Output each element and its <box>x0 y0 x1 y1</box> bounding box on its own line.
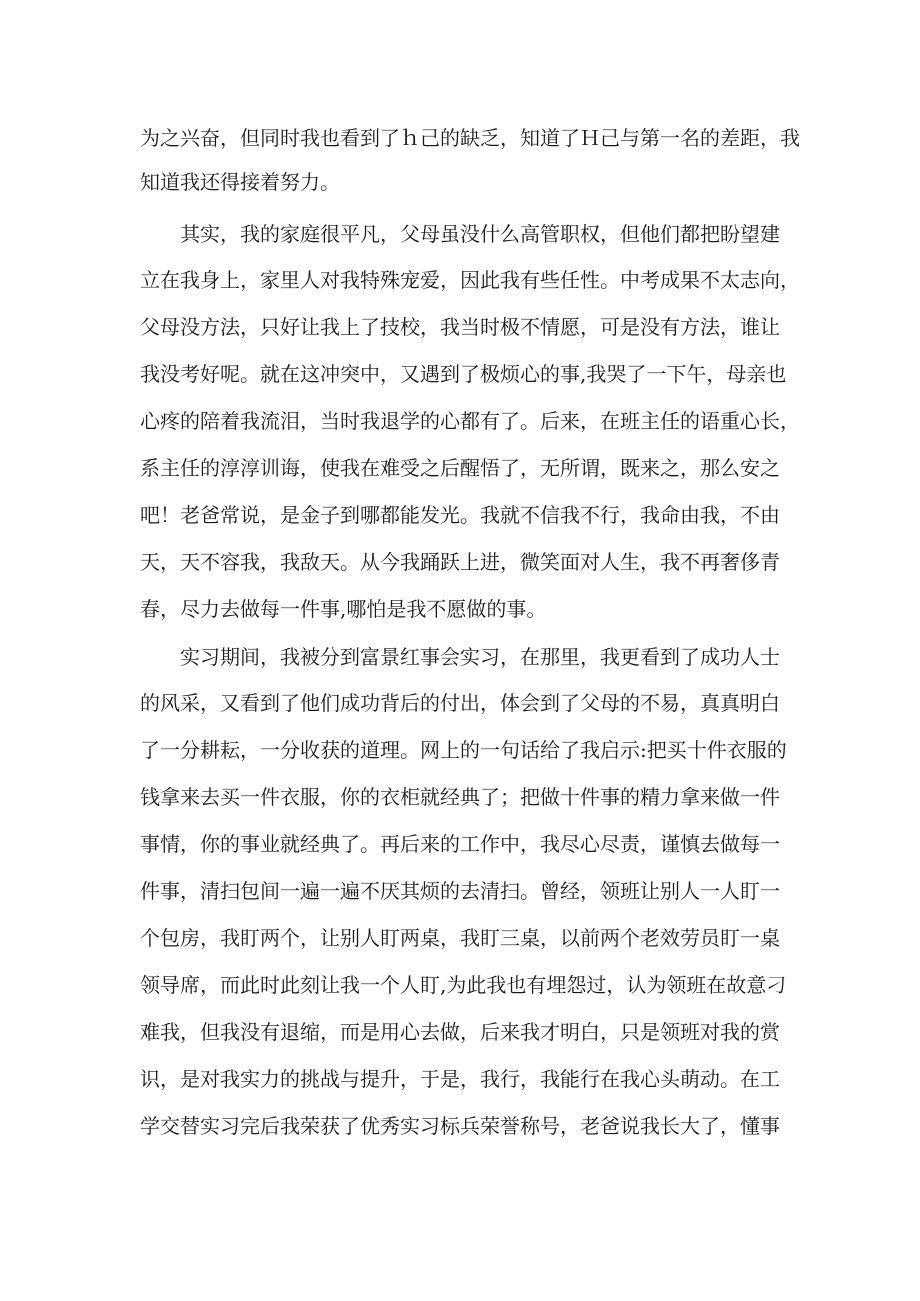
text-line: 领导席，而此时此刻让我一个人盯,为此我也有埋怨过，认为领班在故意刁 <box>140 973 787 997</box>
text-line: 父母没方法，只好让我上了技校，我当时极不情愿，可是没有方法，谁让 <box>140 315 780 339</box>
text-line: 难我，但我没有退缩，而是用心去做，后来我才明白，只是领班对我的赏 <box>140 1020 780 1044</box>
text-line: 立在我身上，家里人对我特殊宠爱，因此我有些任性。中考成果不太志向， <box>140 268 800 292</box>
text-line: 我没考好呢。就在这冲突中，又遇到了极烦心的事,我哭了一下午，母亲也 <box>140 362 787 386</box>
text-line: 系主任的淳淳训诲，使我在难受之后醒悟了，无所谓，既来之，那么安之 <box>140 456 780 480</box>
text-line: 为之兴奋，但同时我也看到了ｈ己的缺乏，知道了Ｈ己与第一名的差距，我 <box>140 126 800 150</box>
text-line: 的风采，又看到了他们成功背后的付出，体会到了父母的不易，真真明白 <box>140 691 780 715</box>
text-line: 个包房，我盯两个，让别人盯两桌，我盯三桌，以前两个老效劳员盯一桌 <box>140 926 780 950</box>
text-line: 学交替实习完后我荣获了优秀实习标兵荣誉称号，老爸说我长大了，懂事 <box>140 1114 780 1138</box>
text-line: 识，是对我实力的挑战与提升，于是，我行，我能行在我心头萌动。在工 <box>140 1067 780 1091</box>
text-line: 事情，你的事业就经典了。再后来的工作中，我尽心尽责，谨慎去做每一 <box>140 832 780 856</box>
text-line: 件事，清扫包间一遍一遍不厌其烦的去清扫。曾经，领班让别人一人盯一 <box>140 879 780 903</box>
paragraph-first-line: 实习期间，我被分到富景红事会实习，在那里，我更看到了成功人士 <box>180 645 780 669</box>
text-line: 了一分耕耘，一分收获的道理。网上的一句话给了我启示:把买十件衣服的 <box>140 738 787 762</box>
text-line: 天，天不容我，我敌天。从今我踊跃上进，微笑面对人生，我不再奢侈青 <box>140 550 780 574</box>
text-line: 钱拿来去买一件衣服，你的衣柜就经典了；把做十件事的精力拿来做一件 <box>140 785 780 809</box>
text-line: 知道我还得接着努力。 <box>140 170 340 194</box>
text-line: 心疼的陪着我流泪，当时我退学的心都有了。后来，在班主任的语重心长， <box>140 409 800 433</box>
paragraph-first-line: 其实，我的家庭很平凡，父母虽没什么高管职权，但他们都把盼望建 <box>180 222 780 246</box>
text-line: 吧！老爸常说，是金子到哪都能发光。我就不信我不行，我命由我，不由 <box>140 503 780 527</box>
text-line: 春，尽力去做每一件事,哪怕是我不愿做的事。 <box>140 597 547 621</box>
